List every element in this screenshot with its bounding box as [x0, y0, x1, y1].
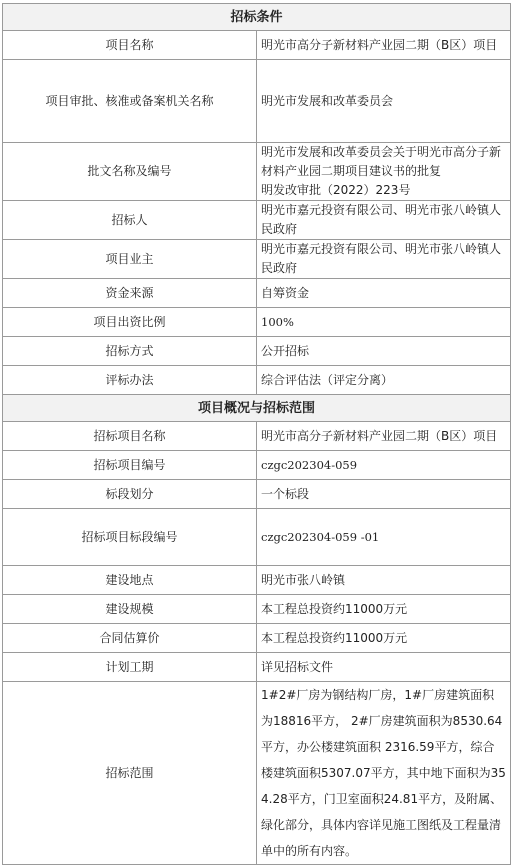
- table-row: [3, 682, 511, 865]
- row-label: 招标范围: [3, 682, 257, 865]
- row-label: 评标办法: [3, 366, 257, 395]
- section-header-project-overview: 项目概况与招标范围: [3, 395, 511, 422]
- row-label: 招标方式: [3, 337, 257, 366]
- table-row: [3, 31, 511, 60]
- approval-doc-number: 明发改审批（2022）223号: [261, 183, 411, 197]
- approval-doc-name: 明光市发展和改革委员会关于明光市高分子新材料产业园二期项目建议书的批复: [261, 145, 502, 178]
- row-value: 本工程总投资约11000万元: [257, 624, 511, 653]
- table-row: [3, 480, 511, 509]
- row-value: 明光市嘉元投资有限公司、明光市张八岭镇人民政府: [257, 201, 511, 240]
- row-label: 批文名称及编号: [3, 143, 257, 201]
- row-value: 本工程总投资约11000万元: [257, 595, 511, 624]
- row-label: 招标项目名称: [3, 422, 257, 451]
- table-row: [3, 422, 511, 451]
- table-row: [3, 509, 511, 566]
- row-value: [257, 143, 511, 201]
- table-row: [3, 308, 511, 337]
- row-label: 建设规模: [3, 595, 257, 624]
- row-value: 明光市发展和改革委员会: [257, 60, 511, 143]
- table-row: [3, 201, 511, 240]
- table-row: [3, 595, 511, 624]
- table-row: [3, 566, 511, 595]
- row-label: 招标项目标段编号: [3, 509, 257, 566]
- row-label: 招标人: [3, 201, 257, 240]
- row-label: 项目业主: [3, 240, 257, 279]
- row-value: czgc202304-059: [257, 451, 511, 480]
- table-row: [3, 624, 511, 653]
- row-value: 明光市高分子新材料产业园二期（B区）项目: [257, 422, 511, 451]
- row-label: 建设地点: [3, 566, 257, 595]
- row-label: 资金来源: [3, 279, 257, 308]
- table-row: [3, 337, 511, 366]
- row-value: 明光市张八岭镇: [257, 566, 511, 595]
- row-value: 100%: [257, 308, 511, 337]
- row-value: 自筹资金: [257, 279, 511, 308]
- table-row: [3, 653, 511, 682]
- row-label: 项目出资比例: [3, 308, 257, 337]
- row-label: 计划工期: [3, 653, 257, 682]
- table-row: [3, 366, 511, 395]
- table-row: [3, 143, 511, 201]
- row-value: czgc202304-059 -01: [257, 509, 511, 566]
- row-label: 项目审批、核准或备案机关名称: [3, 60, 257, 143]
- table-row: [3, 279, 511, 308]
- row-label: 项目名称: [3, 31, 257, 60]
- row-value: 综合评估法（评定分离）: [257, 366, 511, 395]
- row-label: 标段划分: [3, 480, 257, 509]
- table-row: [3, 451, 511, 480]
- table-row: [3, 60, 511, 143]
- row-value: 明光市高分子新材料产业园二期（B区）项目: [257, 31, 511, 60]
- row-value: 一个标段: [257, 480, 511, 509]
- row-value: 公开招标: [257, 337, 511, 366]
- row-value: 详见招标文件: [257, 653, 511, 682]
- bid-info-table: [2, 3, 511, 865]
- row-label: 合同估算价: [3, 624, 257, 653]
- table-row: [3, 240, 511, 279]
- row-value: 明光市嘉元投资有限公司、明光市张八岭镇人民政府: [257, 240, 511, 279]
- row-value: 1#2#厂房为钢结构厂房，1#厂房建筑面积为18816平方， 2#厂房建筑面积为8530.64平方，办公楼建筑面积 2316.59平方，综合楼建筑面积5307.07平方，其中地下面积为354.28平方，门卫室面积24.81平方，及附属、绿化部分，具体内容详见施工图纸及工程量清单中的所有内容。: [257, 682, 511, 865]
- section-header-bid-conditions: 招标条件: [3, 4, 511, 31]
- row-label: 招标项目编号: [3, 451, 257, 480]
